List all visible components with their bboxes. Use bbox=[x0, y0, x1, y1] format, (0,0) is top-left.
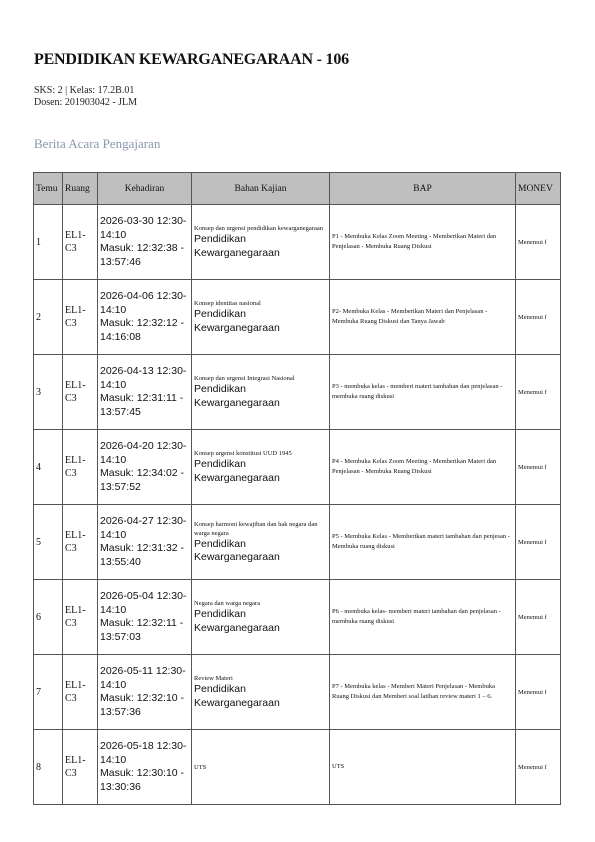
section-title: Berita Acara Pengajaran bbox=[34, 136, 161, 151]
course-name-line1: Pendidikan bbox=[194, 383, 246, 395]
study-material: Konsep harmoni kewajiban dan hak negara dan warga negara bbox=[194, 520, 318, 537]
study-material-cell bbox=[192, 730, 330, 805]
monev-cell: Menemui f bbox=[516, 430, 561, 505]
course-name-line2: Kewarganegaraan bbox=[194, 396, 280, 409]
study-material: Negara dan warga negara bbox=[194, 600, 261, 607]
column-header-bahan-kajian: Bahan Kajian bbox=[192, 173, 330, 205]
bap-cell: P6 - membuka kelas- memberi materi tambahan dan penjelasan - membuka ruang diskusi bbox=[330, 580, 516, 655]
schedule-end: 14:10 bbox=[100, 228, 127, 241]
table-body bbox=[34, 205, 561, 805]
schedule-end: 14:10 bbox=[100, 303, 127, 316]
schedule-end: 14:10 bbox=[100, 678, 127, 691]
course-name-line2: Kewarganegaraan bbox=[194, 471, 280, 484]
room-code: EL1- bbox=[65, 455, 86, 466]
monev-cell: Menemui f bbox=[516, 355, 561, 430]
meeting-number: 3 bbox=[34, 355, 63, 430]
course-name-line1: Pendidikan bbox=[194, 683, 246, 695]
schedule-date: 2026-04-27 12:30- bbox=[100, 515, 187, 527]
check-out-time: 13:57:46 bbox=[100, 255, 141, 268]
monev-cell: Menemui f bbox=[516, 655, 561, 730]
study-material: Konsep dan urgensi Integrasi Nasional bbox=[194, 375, 295, 382]
meeting-number: 8 bbox=[34, 730, 63, 805]
course-name-line2: Kewarganegaraan bbox=[194, 551, 280, 563]
column-header-bap: BAP bbox=[330, 173, 516, 205]
table-row bbox=[34, 205, 561, 280]
study-material-cell bbox=[192, 655, 330, 730]
monev-cell: Menemui f bbox=[516, 505, 561, 580]
table-row bbox=[34, 355, 561, 430]
room-cell bbox=[63, 580, 98, 655]
meeting-number: 5 bbox=[34, 505, 63, 580]
meeting-number: 1 bbox=[34, 205, 63, 280]
room-code: EL1- bbox=[65, 680, 86, 691]
meeting-number: 2 bbox=[34, 280, 63, 355]
study-material: Konsep urgensi konstitusi UUD 1945 bbox=[194, 450, 292, 457]
table-row bbox=[34, 430, 561, 505]
course-name-line1: Pendidikan bbox=[194, 608, 246, 620]
room-code: EL1- bbox=[65, 230, 86, 241]
meeting-number: 4 bbox=[34, 430, 63, 505]
lecturer-info: Dosen: 201903042 - JLM bbox=[34, 97, 138, 108]
bap-cell: P1 - Membuka Kelas Zoom Meeting - Memberikan Materi dan Penjelasan - Membuka Ruang Diskusi bbox=[330, 205, 516, 280]
schedule-date: 2026-04-20 12:30- bbox=[100, 440, 187, 452]
check-in-time: Masuk: 12:32:11 - bbox=[100, 617, 184, 629]
room-cell bbox=[63, 355, 98, 430]
schedule-end: 14:10 bbox=[100, 603, 127, 616]
check-out-time: 13:30:36 bbox=[100, 780, 141, 793]
monev-cell: Menemui f bbox=[516, 730, 561, 805]
room-code-suffix: C3 bbox=[65, 393, 77, 404]
room-code: EL1- bbox=[65, 380, 86, 391]
meeting-number: 7 bbox=[34, 655, 63, 730]
attendance-cell bbox=[98, 205, 192, 280]
room-cell bbox=[63, 655, 98, 730]
room-code-suffix: C3 bbox=[65, 318, 77, 329]
course-name-line2: Kewarganegaraan bbox=[194, 621, 280, 634]
check-out-time: 13:57:52 bbox=[100, 480, 141, 493]
study-material: Konsep dan urgensi pendidikan kewarganegaraan bbox=[194, 225, 323, 232]
attendance-cell bbox=[98, 580, 192, 655]
page-title: PENDIDIKAN KEWARGANEGARAAN - 106 bbox=[34, 51, 349, 68]
room-code-suffix: C3 bbox=[65, 543, 77, 554]
column-header-ruang: Ruang bbox=[63, 173, 98, 205]
bap-cell: P7 - Membuka kelas - Memberi Materi Penjelasan - Membuka Ruang Diskusi dan Memberi soal latihan review materi 1 – 6. bbox=[330, 655, 516, 730]
schedule-date: 2026-05-04 12:30- bbox=[100, 590, 187, 602]
room-code-suffix: C3 bbox=[65, 768, 77, 779]
monev-cell: Menemui f bbox=[516, 205, 561, 280]
study-material: Review Materi bbox=[194, 675, 233, 682]
check-in-time: Masuk: 12:32:38 - bbox=[100, 242, 185, 254]
check-in-time: Masuk: 12:34:02 - bbox=[100, 467, 185, 479]
course-name-line1: Pendidikan bbox=[194, 458, 246, 470]
room-code-suffix: C3 bbox=[65, 468, 77, 479]
study-material-cell bbox=[192, 280, 330, 355]
course-name-line1: Pendidikan bbox=[194, 308, 246, 320]
room-code-suffix: C3 bbox=[65, 693, 77, 704]
room-code-suffix: C3 bbox=[65, 618, 77, 629]
table-row bbox=[34, 730, 561, 805]
schedule-end: 14:10 bbox=[100, 378, 127, 391]
check-out-time: 14:16:08 bbox=[100, 330, 141, 343]
schedule-date: 2026-05-11 12:30- bbox=[100, 665, 186, 677]
column-header-temu: Temu bbox=[34, 173, 63, 205]
check-in-time: Masuk: 12:31:32 - bbox=[100, 542, 185, 554]
schedule-date: 2026-05-18 12:30- bbox=[100, 740, 187, 752]
schedule-end: 14:10 bbox=[100, 528, 127, 541]
column-header-kehadiran: Kehadiran bbox=[98, 173, 192, 205]
study-material: UTS bbox=[194, 763, 207, 771]
study-material-cell bbox=[192, 505, 330, 580]
bap-cell: P2- Membuka Kelas - Memberikan Materi dan Penjelasan - Membuka Ruang Diskusi dan Tanya Jawab bbox=[330, 280, 516, 355]
bap-cell: P4 - Membuka Kelas Zoom Meeting - Memberikan Materi dan Penjelasan - Membuka Ruang Diskusi bbox=[330, 430, 516, 505]
teaching-report-table bbox=[33, 172, 561, 805]
attendance-cell bbox=[98, 655, 192, 730]
study-material-cell bbox=[192, 205, 330, 280]
monev-cell: Menemui f bbox=[516, 580, 561, 655]
room-cell bbox=[63, 280, 98, 355]
room-cell bbox=[63, 205, 98, 280]
schedule-date: 2026-04-06 12:30- bbox=[100, 290, 187, 302]
attendance-cell bbox=[98, 280, 192, 355]
table-row bbox=[34, 580, 561, 655]
study-material-cell bbox=[192, 355, 330, 430]
room-code: EL1- bbox=[65, 605, 86, 616]
table-row bbox=[34, 505, 561, 580]
check-out-time: 13:57:03 bbox=[100, 630, 141, 643]
check-in-time: Masuk: 12:30:10 - bbox=[100, 767, 185, 779]
course-name-line1: Pendidikan bbox=[194, 537, 246, 550]
check-in-time: Masuk: 12:32:10 - bbox=[100, 692, 185, 704]
course-name-line2: Kewarganegaraan bbox=[194, 246, 280, 259]
check-out-time: 13:57:45 bbox=[100, 405, 141, 418]
bap-cell: P5 - Membuka Kelas - Memberikan materi tambahan dan penjesan - Membuka ruang diskusi bbox=[330, 505, 516, 580]
table-row bbox=[34, 280, 561, 355]
meeting-number: 6 bbox=[34, 580, 63, 655]
room-code: EL1- bbox=[65, 755, 86, 766]
schedule-date: 2026-03-30 12:30- bbox=[100, 215, 187, 227]
monev-cell: Menemui f bbox=[516, 280, 561, 355]
schedule-end: 14:10 bbox=[100, 453, 127, 466]
attendance-cell bbox=[98, 355, 192, 430]
room-cell bbox=[63, 730, 98, 805]
check-out-time: 13:57:36 bbox=[100, 705, 141, 718]
table-row bbox=[34, 655, 561, 730]
bap-cell: P3 - membuka kelas - memberi materi tambahan dan penjelasan - membuka ruang diskusi bbox=[330, 355, 516, 430]
study-material-cell bbox=[192, 430, 330, 505]
study-material-cell bbox=[192, 580, 330, 655]
room-cell bbox=[63, 430, 98, 505]
attendance-cell bbox=[98, 505, 192, 580]
course-name-line1: Pendidikan bbox=[194, 233, 246, 245]
column-header-monev: MONEV bbox=[516, 173, 561, 205]
room-cell bbox=[63, 505, 98, 580]
bap-cell: UTS bbox=[330, 730, 516, 805]
table-header-row bbox=[34, 173, 561, 205]
room-code: EL1- bbox=[65, 305, 86, 316]
room-code-suffix: C3 bbox=[65, 243, 77, 254]
check-in-time: Masuk: 12:32:12 - bbox=[100, 317, 185, 329]
attendance-cell bbox=[98, 430, 192, 505]
course-name-line2: Kewarganegaraan bbox=[194, 696, 280, 709]
schedule-end: 14:10 bbox=[100, 753, 127, 766]
room-code: EL1- bbox=[65, 530, 86, 541]
check-out-time: 13:55:40 bbox=[100, 555, 141, 568]
attendance-cell bbox=[98, 730, 192, 805]
course-info: SKS: 2 | Kelas: 17.2B.01 bbox=[34, 85, 135, 96]
course-name-line2: Kewarganegaraan bbox=[194, 321, 280, 334]
study-material: Konsep identitas nasional bbox=[194, 300, 261, 307]
check-in-time: Masuk: 12:31:11 - bbox=[100, 392, 184, 404]
schedule-date: 2026-04-13 12:30- bbox=[100, 365, 187, 377]
